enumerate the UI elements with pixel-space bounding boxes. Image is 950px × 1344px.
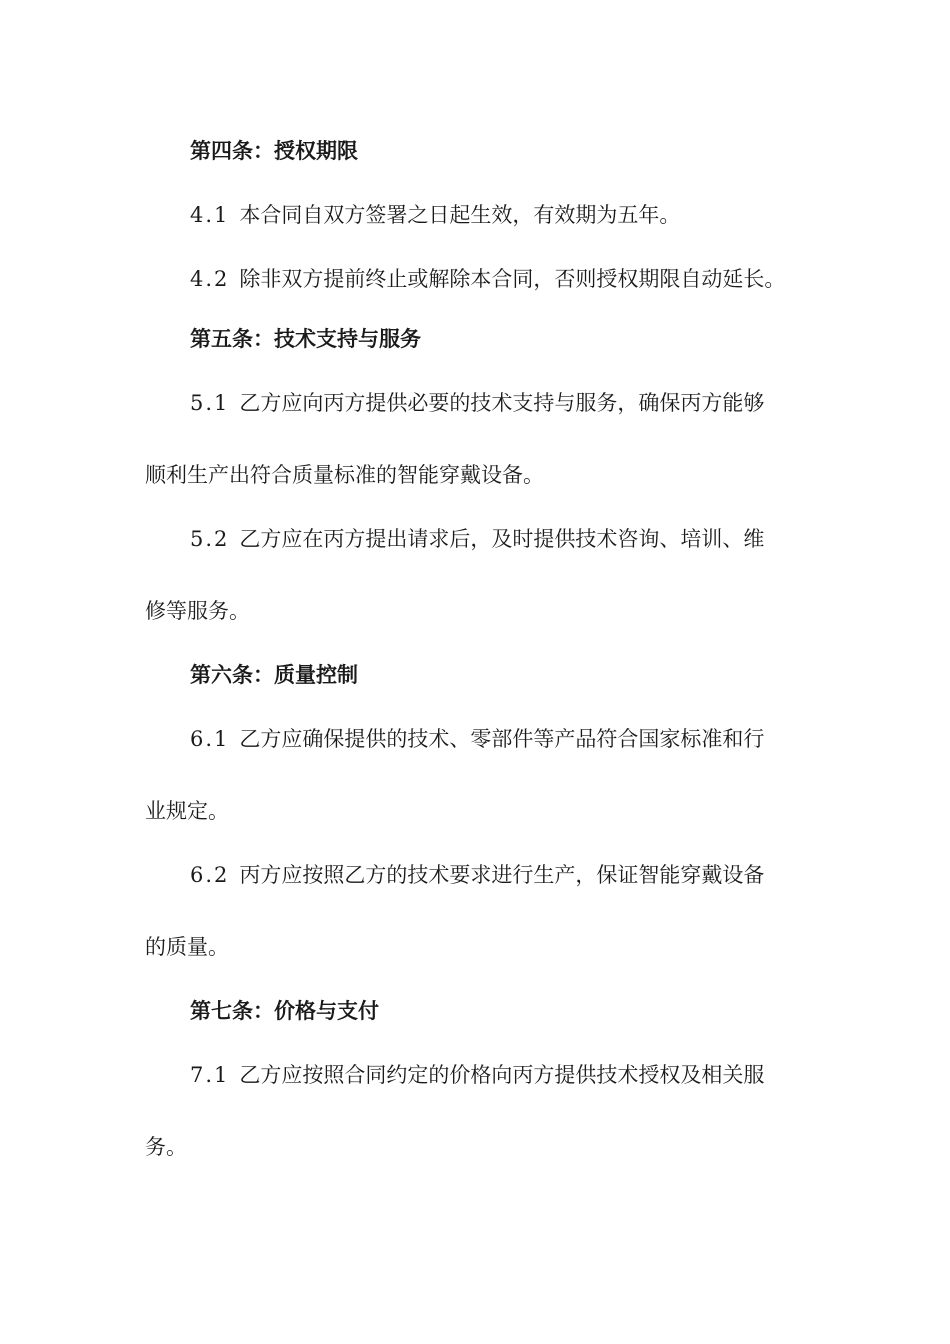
article-4-heading: 第四条：授权期限 — [190, 138, 358, 163]
clause-number: 5.2 — [190, 527, 230, 551]
clause-text: 丙方应按照乙方的技术要求进行生产，保证智能穿戴设备 — [239, 863, 765, 887]
clause-text: 乙方应确保提供的技术、零部件等产品符合国家标准和行 — [239, 727, 765, 751]
clause-number: 7.1 — [190, 1063, 230, 1087]
clause-number: 6.1 — [190, 727, 230, 751]
clause-6-1 — [190, 725, 764, 753]
clause-text: 乙方应向丙方提供必要的技术支持与服务，确保丙方能够 — [239, 391, 765, 415]
clause-text: 本合同自双方签署之日起生效，有效期为五年。 — [239, 203, 681, 227]
clause-text: 除非双方提前终止或解除本合同，否则授权期限自动延长。 — [239, 267, 786, 291]
clause-text: 乙方应在丙方提出请求后，及时提供技术咨询、培训、维 — [239, 527, 765, 551]
clause-6-1-continuation: 业规定。 — [145, 799, 229, 823]
clause-7-1-continuation: 务。 — [145, 1135, 187, 1159]
clause-6-2-continuation: 的质量。 — [145, 935, 229, 959]
clause-5-2-continuation: 修等服务。 — [145, 599, 250, 623]
clause-4-1 — [190, 201, 680, 229]
clause-4-2 — [190, 265, 785, 293]
clause-5-1-continuation: 顺利生产出符合质量标准的智能穿戴设备。 — [145, 463, 544, 487]
clause-5-2 — [190, 525, 764, 553]
clause-5-1 — [190, 389, 764, 417]
article-6-heading: 第六条：质量控制 — [190, 662, 358, 687]
clause-6-2 — [190, 861, 764, 889]
clause-number: 5.1 — [190, 391, 230, 415]
clause-text: 乙方应按照合同约定的价格向丙方提供技术授权及相关服 — [239, 1063, 765, 1087]
clause-number: 6.2 — [190, 863, 230, 887]
article-7-heading: 第七条：价格与支付 — [190, 998, 379, 1023]
clause-7-1 — [190, 1061, 764, 1089]
clause-number: 4.1 — [190, 203, 230, 227]
article-5-heading: 第五条：技术支持与服务 — [190, 326, 421, 351]
clause-number: 4.2 — [190, 267, 230, 291]
